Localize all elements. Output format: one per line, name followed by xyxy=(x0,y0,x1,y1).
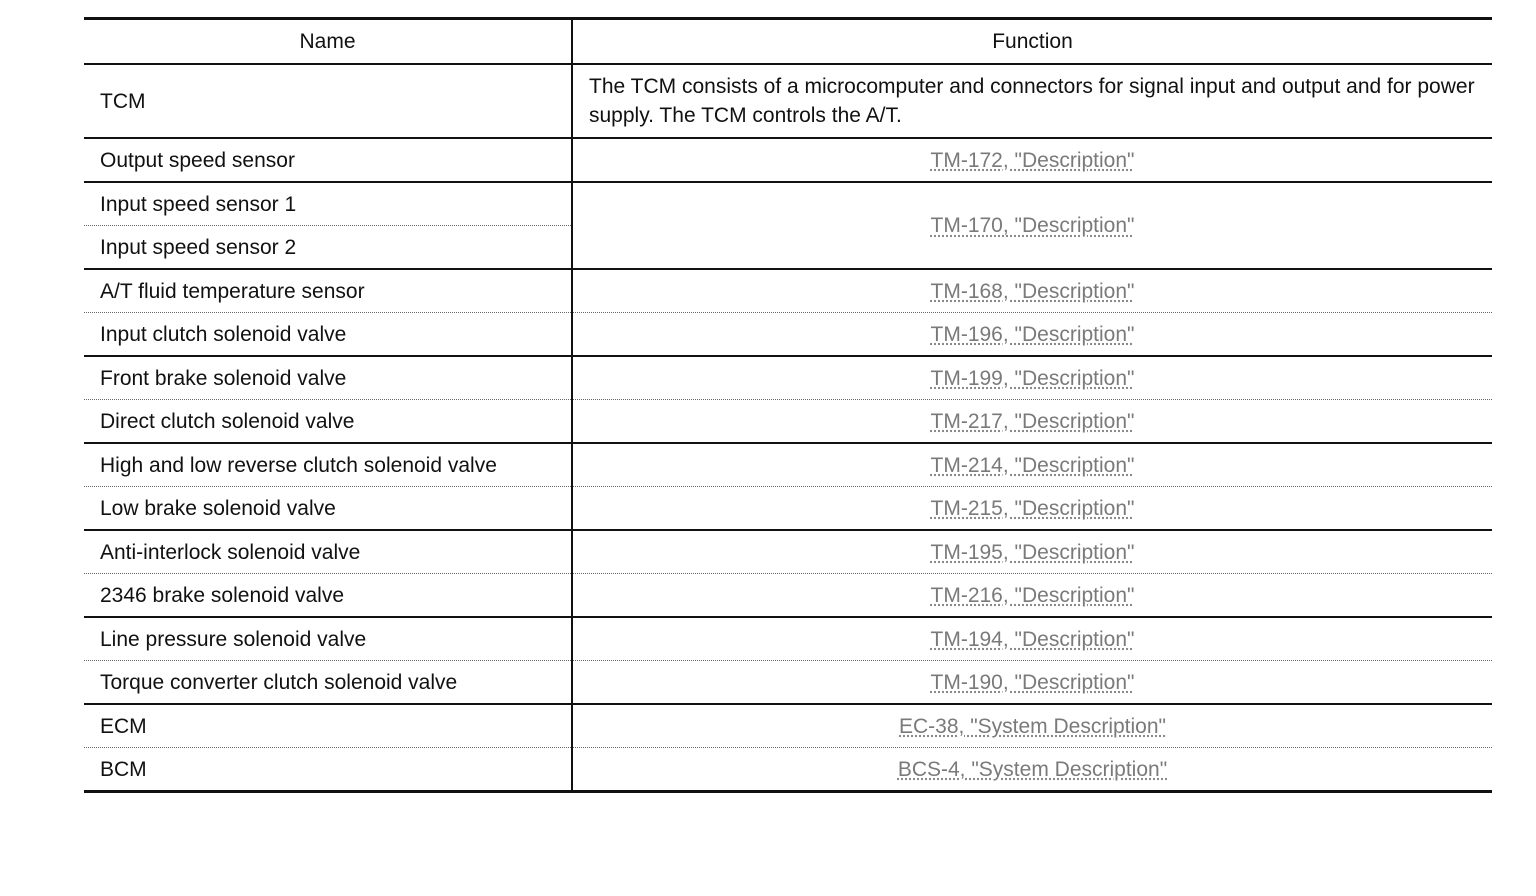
component-name: Input clutch solenoid valve xyxy=(84,313,572,357)
reference-link[interactable]: TM-170, "Description" xyxy=(930,214,1135,237)
function-cell xyxy=(572,574,1492,618)
component-function-table xyxy=(84,17,1492,793)
reference-link[interactable]: TM-195, "Description" xyxy=(930,540,1135,564)
function-cell xyxy=(572,617,1492,661)
reference-link[interactable]: TM-190, "Description" xyxy=(930,670,1135,694)
table-row xyxy=(84,748,1492,792)
component-name: Input speed sensor 2 xyxy=(84,226,572,270)
reference-link[interactable]: TM-194, "Description" xyxy=(930,627,1135,651)
component-name: A/T fluid temperature sensor xyxy=(84,269,572,313)
reference-link[interactable]: TM-214, "Description" xyxy=(930,453,1135,477)
component-name: ECM xyxy=(84,704,572,748)
table-row xyxy=(84,400,1492,444)
table-row xyxy=(84,313,1492,357)
table-row xyxy=(84,574,1492,618)
function-cell xyxy=(572,443,1492,487)
table-row xyxy=(84,182,1492,226)
component-name: Low brake solenoid valve xyxy=(84,487,572,531)
function-cell xyxy=(572,487,1492,531)
reference-link[interactable]: TM-217, "Description" xyxy=(930,409,1135,433)
table-row xyxy=(84,269,1492,313)
function-cell xyxy=(572,748,1492,792)
reference-link[interactable]: TM-168, "Description" xyxy=(930,279,1135,303)
column-header-function: Function xyxy=(572,19,1492,65)
column-header-name: Name xyxy=(84,19,572,65)
reference-link[interactable]: TM-215, "Description" xyxy=(930,496,1135,520)
reference-link[interactable]: TM-216, "Description" xyxy=(930,583,1135,607)
table-row xyxy=(84,138,1492,182)
table-row xyxy=(84,443,1492,487)
component-name: Front brake solenoid valve xyxy=(84,356,572,400)
reference-link[interactable]: TM-172, "Description" xyxy=(930,148,1135,172)
table-row xyxy=(84,530,1492,574)
component-name: Anti-interlock solenoid valve xyxy=(84,530,572,574)
function-cell xyxy=(572,356,1492,400)
reference-link[interactable]: EC-38, "System Description" xyxy=(899,714,1166,738)
component-name: Output speed sensor xyxy=(84,138,572,182)
function-cell xyxy=(572,138,1492,182)
table-row xyxy=(84,64,1492,138)
component-name: BCM xyxy=(84,748,572,792)
component-name: High and low reverse clutch solenoid valve xyxy=(84,443,572,487)
function-cell xyxy=(572,269,1492,313)
function-cell xyxy=(572,182,1492,269)
function-cell xyxy=(572,530,1492,574)
function-cell xyxy=(572,400,1492,444)
reference-link[interactable]: BCS-4, "System Description" xyxy=(897,757,1168,781)
reference-link[interactable]: TM-196, "Description" xyxy=(930,322,1135,346)
table-row xyxy=(84,661,1492,705)
function-cell xyxy=(572,704,1492,748)
component-name: Line pressure solenoid valve xyxy=(84,617,572,661)
component-name: Torque converter clutch solenoid valve xyxy=(84,661,572,705)
table-row xyxy=(84,487,1492,531)
table-row xyxy=(84,356,1492,400)
table-row xyxy=(84,704,1492,748)
component-name: 2346 brake solenoid valve xyxy=(84,574,572,618)
component-name: Input speed sensor 1 xyxy=(84,182,572,226)
reference-link[interactable]: TM-199, "Description" xyxy=(930,366,1135,390)
component-name: TCM xyxy=(84,64,572,138)
component-function-text: The TCM consists of a microcomputer and connectors for signal input and output and for power supply. The TCM controls the A/T. xyxy=(572,64,1492,138)
function-cell xyxy=(572,313,1492,357)
function-cell xyxy=(572,661,1492,705)
component-name: Direct clutch solenoid valve xyxy=(84,400,572,444)
table-row xyxy=(84,617,1492,661)
table-header-row xyxy=(84,19,1492,65)
